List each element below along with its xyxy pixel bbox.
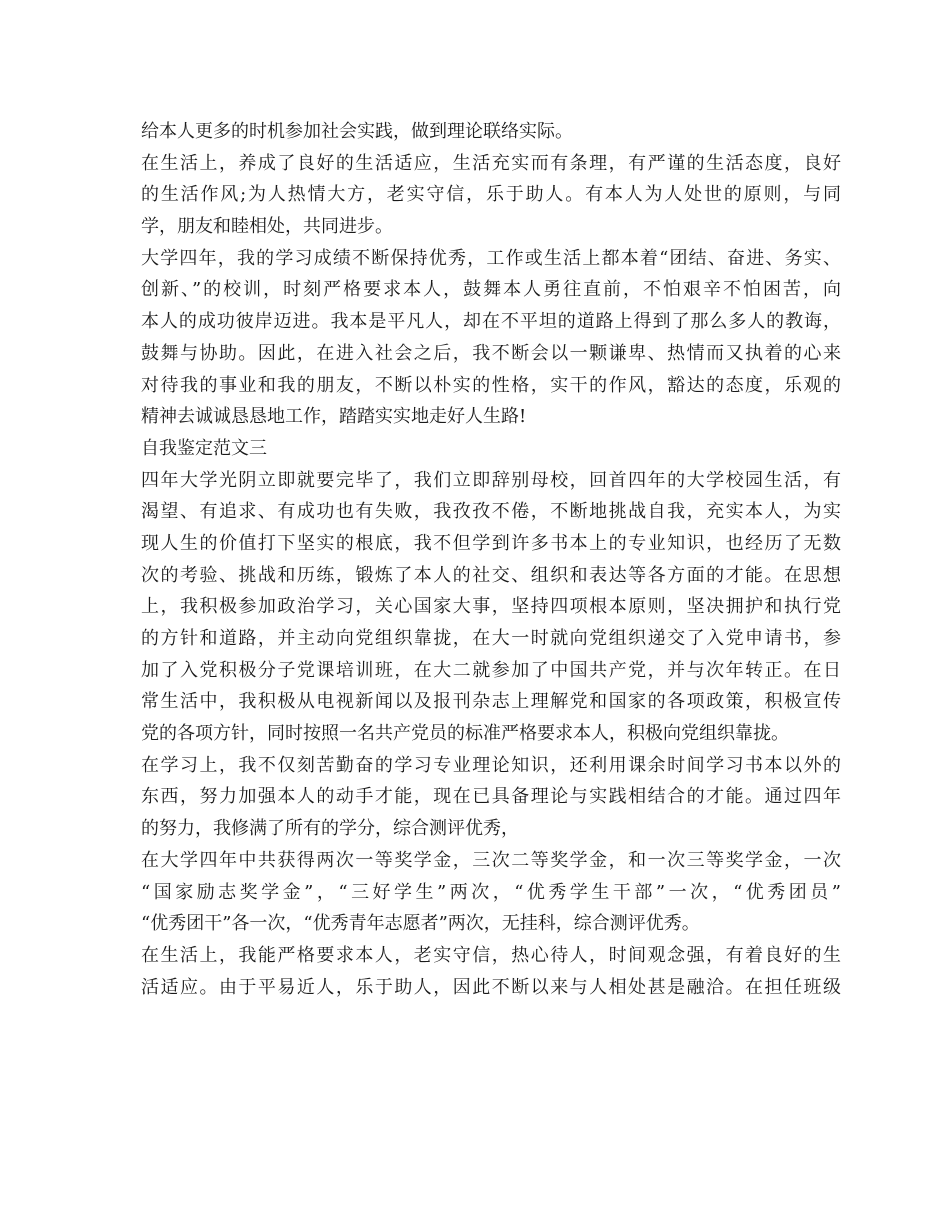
text-line: 党的各项方针，同时按照一名共产党员的标准严格要求本人，积极向党组织靠拢。 [141, 723, 789, 745]
text-line: 的努力，我修满了所有的学分，综合测评优秀， [141, 818, 519, 840]
text-line: 东西，努力加强本人的动手才能，现在已具备理论与实践相结合的才能。通过四年 [141, 786, 841, 808]
text-line: 大学四年，我的学习成绩不断保持优秀，工作或生活上都本着“团结、奋进、务实、 [141, 247, 841, 269]
text-line: 现人生的价值打下坚实的根底，我不但学到许多书本上的专业知识，也经历了无数 [141, 532, 841, 554]
text-line: 常生活中，我积极从电视新闻以及报刊杂志上理解党和国家的各项政策，积极宣传 [141, 691, 841, 713]
text-line: 的生活作风;为人热情大方，老实守信，乐于助人。有本人为人处世的原则，与同 [141, 184, 841, 206]
text-line: 活适应。由于平易近人，乐于助人，因此不断以来与人相处甚是融洽。在担任班级 [141, 976, 841, 998]
text-line: 的方针和道路，并主动向党组织靠拢，在大一时就向党组织递交了入党申请书，参 [141, 628, 841, 649]
text-line: 本人的成功彼岸迈进。我本是平凡人，却在不平坦的道路上得到了那么多人的教诲， [141, 311, 841, 333]
text-line: 创新、”的校训，时刻严格要求本人，鼓舞本人勇往直前，不怕艰辛不怕困苦，向 [141, 279, 841, 301]
text-line: 次的考验、挑战和历练，锻炼了本人的社交、组织和表达等各方面的才能。在思想 [141, 564, 841, 586]
text-line: 上，我积极参加政治学习，关心国家大事，坚持四项根本原则，坚决拥护和执行党 [141, 596, 841, 618]
text-line: 加了入党积极分子党课培训班，在大二就参加了中国共产党，并与次年转正。在日 [141, 659, 841, 681]
text-line: 对待我的事业和我的朋友，不断以朴实的性格，实干的作风，豁达的态度，乐观的 [141, 374, 841, 396]
document-body [141, 116, 841, 1003]
text-line: 渴望、有追求、有成功也有失败，我孜孜不倦，不断地挑战自我，充实本人，为实 [141, 501, 841, 523]
text-line: 给本人更多的时机参加社会实践，做到理论联络实际。 [141, 121, 573, 142]
text-line: “国家励志奖学金”，“三好学生”两次，“优秀学生干部”一次，“优秀团员” [141, 881, 841, 903]
text-line: 在生活上，养成了良好的生活适应，生活充实而有条理，有严谨的生活态度，良好 [141, 152, 841, 174]
text-line: 鼓舞与协助。因此，在进入社会之后，我不断会以一颗谦卑、热情而又执着的心来 [141, 342, 841, 364]
text-line: 在大学四年中共获得两次一等奖学金，三次二等奖学金，和一次三等奖学金，一次 [141, 849, 841, 871]
text-line: “优秀团干”各一次，“优秀青年志愿者”两次，无挂科，综合测评优秀。 [141, 913, 700, 935]
text-line: 在生活上，我能严格要求本人，老实守信，热心待人，时间观念强，有着良好的生 [141, 944, 841, 966]
text-line: 精神去诚诚恳恳地工作，踏踏实实地走好人生路! [141, 406, 527, 428]
section-heading: 自我鉴定范文三 [141, 437, 267, 459]
text-line: 四年大学光阴立即就要完毕了，我们立即辞别母校，回首四年的大学校园生活，有 [141, 469, 841, 491]
text-line: 学，朋友和睦相处，共同进步。 [141, 216, 393, 238]
text-line: 在学习上，我不仅刻苦勤奋的学习专业理论知识，还利用课余时间学习书本以外的 [141, 754, 841, 776]
